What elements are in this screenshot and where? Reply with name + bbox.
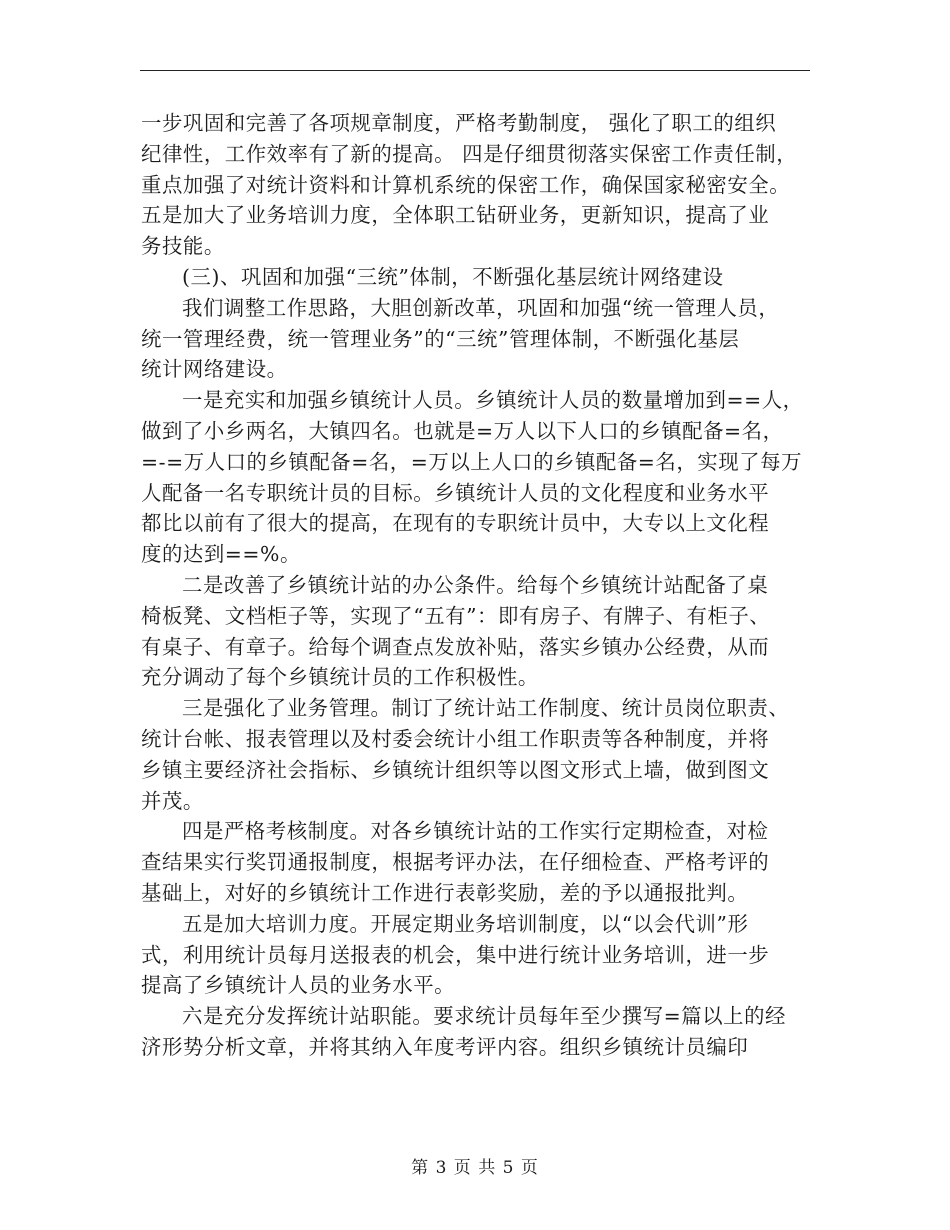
- text-line: 式，利用统计员每月送报表的机会，集中进行统计业务培训，进一步: [141, 942, 770, 967]
- text-line: 重点加强了对统计资料和计算机系统的保密工作，确保国家秘密安全。: [141, 172, 791, 197]
- text-line: 都比以前有了很大的提高，在现有的专职统计员中，大专以上文化程: [141, 511, 770, 536]
- text-line: 统一管理经费，统一管理业务”的“三统”管理体制，不断强化基层: [141, 326, 740, 351]
- text-line: 一步巩固和完善了各项规章制度，严格考勤制度， 强化了职工的组织: [141, 111, 777, 135]
- text-line: 二是改善了乡镇统计站的办公条件。给每个乡镇统计站配备了桌: [182, 572, 769, 597]
- text-line: 乡镇主要经济社会指标、乡镇统计组织等以图文形式上墙，做到图文: [141, 757, 770, 782]
- page-footer: 第 3 页 共 5 页: [411, 1158, 539, 1178]
- text-line: 并茂。: [141, 788, 204, 813]
- text-line: 提高了乡镇统计人员的业务水平。: [141, 973, 456, 998]
- text-line: 一是充实和加强乡镇统计人员。乡镇统计人员的数量增加到==人，: [182, 388, 804, 413]
- text-line: 三是强化了业务管理。制订了统计站工作制度、统计员岗位职责、: [182, 696, 790, 721]
- text-line: 五是加大培训力度。开展定期业务培训制度，以“以会代训”形: [182, 911, 749, 936]
- text-line: 基础上，对好的乡镇统计工作进行表彰奖励，差的予以通报批判。: [141, 880, 749, 905]
- text-line: 统计网络建设。: [141, 357, 288, 382]
- text-line: 椅板凳、文档柜子等，实现了“五有”：即有房子、有牌子、有柜子、: [141, 603, 771, 628]
- text-line: 五是加大了业务培训力度，全体职工钻研业务，更新知识，提高了业: [141, 203, 770, 228]
- text-line: 人配备一名专职统计员的目标。乡镇统计人员的文化程度和业务水平: [141, 480, 770, 505]
- text-line: (三)、巩固和加强“三统”体制，不断强化基层统计网络建设: [182, 264, 724, 289]
- text-line: 充分调动了每个乡镇统计员的工作积极性。: [141, 665, 539, 690]
- text-line: 有桌子、有章子。给每个调查点发放补贴，落实乡镇办公经费，从而: [141, 634, 770, 659]
- text-line: 济形势分析文章，并将其纳入年度考评内容。组织乡镇统计员编印: [141, 1034, 749, 1059]
- header-rule: [140, 70, 810, 71]
- text-line: 四是严格考核制度。对各乡镇统计站的工作实行定期检查，对检: [182, 819, 769, 844]
- text-line: 统计台帐、报表管理以及村委会统计小组工作职责等各种制度，并将: [141, 726, 770, 751]
- text-line: 务技能。: [141, 234, 225, 259]
- text-line: 我们调整工作思路，大胆创新改革，巩固和加强“统一管理人员，: [182, 295, 780, 320]
- text-line: 查结果实行奖罚通报制度，根据考评办法，在仔细检查、严格考评的: [141, 850, 770, 875]
- text-line: 六是充分发挥统计站职能。要求统计员每年至少撰写=篇以上的经: [182, 1004, 786, 1029]
- text-line: 纪律性，工作效率有了新的提高。 四是仔细贯彻落实保密工作责任制，: [141, 141, 798, 166]
- text-line: =-=万人口的乡镇配备=名，=万以上人口的乡镇配备=名，实现了每万: [141, 449, 803, 474]
- text-line: 度的达到==%。: [141, 542, 301, 567]
- text-line: 做到了小乡两名，大镇四名。也就是=万人以下人口的乡镇配备=名，: [141, 418, 784, 443]
- body-text: [141, 108, 811, 1063]
